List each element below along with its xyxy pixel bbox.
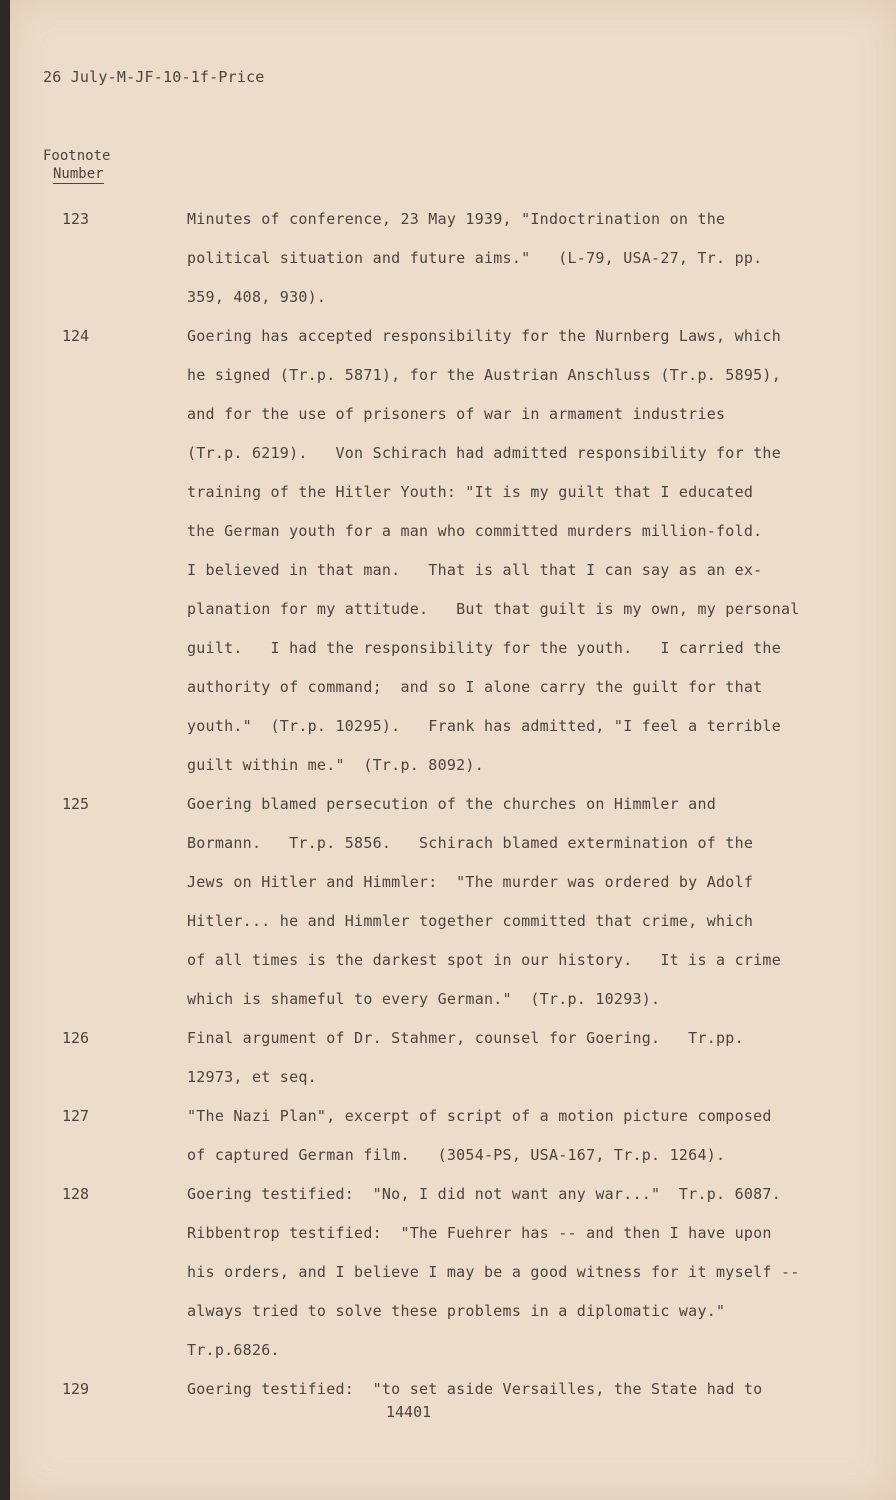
footnote-entry [10, 1175, 896, 1370]
footnote-text-line: Goering blamed persecution of the churches on Himmler and [187, 795, 717, 813]
footnote-text-line: of captured German film. (3054-PS, USA-167, Tr.p. 1264). [187, 1146, 726, 1164]
footnote-text-line: which is shameful to every German." (Tr.p. 10293). [187, 990, 661, 1008]
footnote-text-line: 359, 408, 930). [187, 288, 327, 306]
footnote-text-line: and for the use of prisoners of war in armament industries [187, 405, 726, 423]
footnote-text-line: Goering testified: "No, I did not want any war..." Tr.p. 6087. [187, 1185, 781, 1203]
footnote-text-line: political situation and future aims." (L-79, USA-27, Tr. pp. [187, 249, 763, 267]
footnote-text-line: Minutes of conference, 23 May 1939, "Indoctrination on the [187, 210, 726, 228]
column-heading-line1: Footnote [43, 148, 111, 164]
page-number: 14401 [386, 1403, 432, 1421]
footnote-text-line: "The Nazi Plan", excerpt of script of a motion picture composed [187, 1107, 772, 1125]
footnote-text-line: training of the Hitler Youth: "It is my guilt that I educated [187, 483, 754, 501]
footnote-column-heading [43, 147, 110, 184]
document-page [10, 0, 896, 1500]
document-header: 26 July-M-JF-10-1f-Price [43, 68, 265, 86]
footnote-number: 127 [62, 1107, 90, 1125]
footnote-text [187, 1175, 896, 1370]
footnote-text-line: I believed in that man. That is all that I can say as an ex- [187, 561, 763, 579]
footnote-list [10, 200, 896, 1409]
footnote-text-line: planation for my attitude. But that guilt is my own, my personal [187, 600, 800, 618]
footnote-text-line: Goering testified: "to set aside Versailles, the State had to [187, 1380, 763, 1398]
footnote-entry [10, 317, 896, 785]
footnote-text-line: youth." (Tr.p. 10295). Frank has admitted, "I feel a terrible [187, 717, 781, 735]
footnote-text-line: 12973, et seq. [187, 1068, 317, 1086]
footnote-text-line: Goering has accepted responsibility for the Nurnberg Laws, which [187, 327, 781, 345]
footnote-text-line: Jews on Hitler and Himmler: "The murder was ordered by Adolf [187, 873, 754, 891]
footnote-text-line: guilt. I had the responsibility for the youth. I carried the [187, 639, 781, 657]
footnote-text-line: he signed (Tr.p. 5871), for the Austrian Anschluss (Tr.p. 5895), [187, 366, 781, 384]
footnote-text [187, 785, 896, 1019]
footnote-text-line: Ribbentrop testified: "The Fuehrer has -- and then I have upon [187, 1224, 772, 1242]
footnote-text [187, 317, 896, 785]
footnote-text-line: authority of command; and so I alone carry the guilt for that [187, 678, 763, 696]
footnote-entry [10, 785, 896, 1019]
footnote-text [187, 200, 896, 317]
footnote-text-line: the German youth for a man who committed murders million-fold. [187, 522, 763, 540]
footnote-number: 125 [62, 795, 90, 813]
footnote-text [187, 1097, 896, 1175]
footnote-text-line: of all times is the darkest spot in our history. It is a crime [187, 951, 781, 969]
footnote-number: 123 [62, 210, 90, 228]
footnote-text-line: his orders, and I believe I may be a good witness for it myself -- [187, 1263, 800, 1281]
footnote-number: 126 [62, 1029, 90, 1047]
footnote-number: 124 [62, 327, 90, 345]
footnote-text-line: Hitler... he and Himmler together committed that crime, which [187, 912, 754, 930]
footnote-text-line: Tr.p.6826. [187, 1341, 280, 1359]
footnote-text-line: Bormann. Tr.p. 5856. Schirach blamed extermination of the [187, 834, 754, 852]
footnote-entry [10, 1370, 896, 1409]
footnote-number: 128 [62, 1185, 90, 1203]
footnote-text [187, 1019, 896, 1097]
footnote-entry [10, 200, 896, 317]
footnote-text [187, 1370, 896, 1409]
footnote-text-line: (Tr.p. 6219). Von Schirach had admitted responsibility for the [187, 444, 781, 462]
footnote-entry [10, 1097, 896, 1175]
column-heading-line2: Number [53, 166, 104, 182]
footnote-text-line: Final argument of Dr. Stahmer, counsel for Goering. Tr.pp. [187, 1029, 744, 1047]
footnote-entry [10, 1019, 896, 1097]
footnote-text-line: guilt within me." (Tr.p. 8092). [187, 756, 484, 774]
footnote-number: 129 [62, 1380, 90, 1398]
footnote-text-line: always tried to solve these problems in a diplomatic way." [187, 1302, 726, 1320]
